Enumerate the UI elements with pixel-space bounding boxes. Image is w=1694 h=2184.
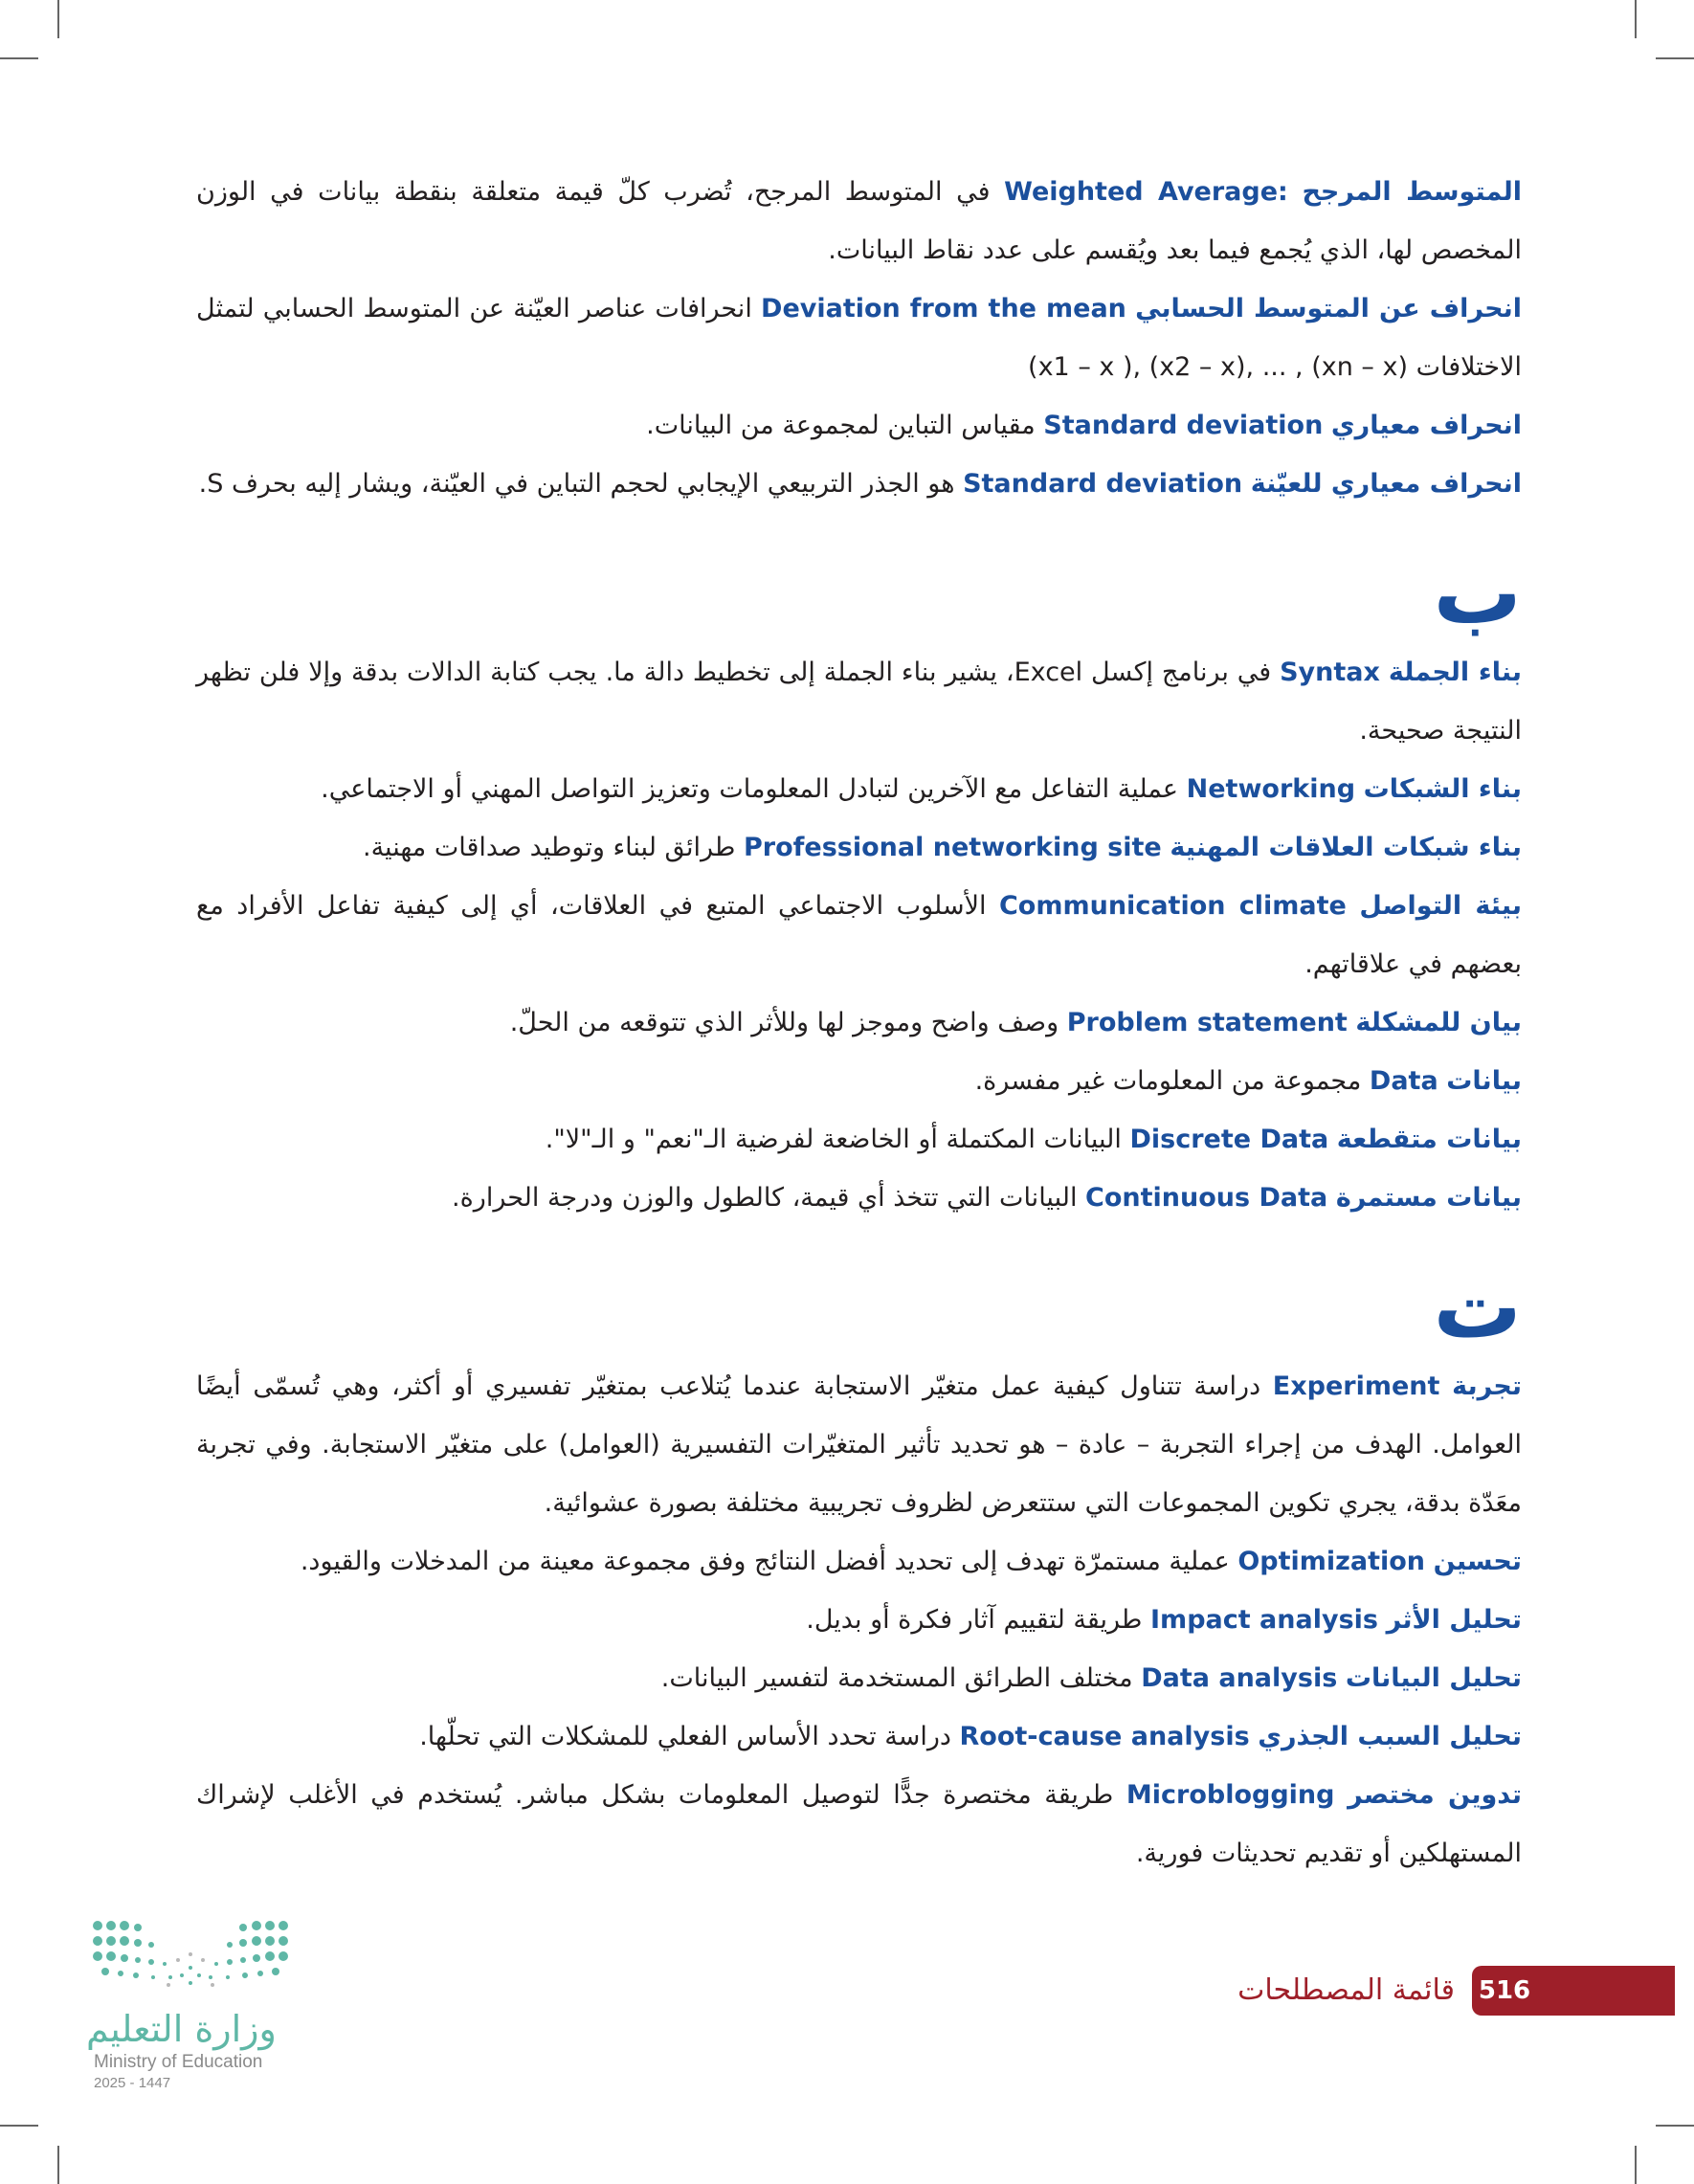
entry-term: انحراف معياري (1330, 411, 1522, 440)
entry-definition: انحرافات عناصر العيّنة عن المتوسط الحسابي لتمثل الاختلافات (196, 294, 1522, 382)
entry-definition: هو الجذر التربيعي الإيجابي لحجم التباين في العيّنة، ويشار إليه بحرف S. (198, 469, 955, 499)
glossary-entry (196, 1110, 1522, 1169)
entry-term: بيئة التواصل (1359, 891, 1522, 921)
entry-term: بناء شبكات العلاقات المهنية (1170, 833, 1522, 862)
entry-definition: وصف واضح وموجز لها وللأثر الذي تتوقعه من الحلّ. (509, 1008, 1059, 1037)
entry-definition: عملية التفاعل مع الآخرين لتبادل المعلومات وتعزيز التواصل المهني أو الاجتماعي. (321, 774, 1179, 804)
glossary-entry (196, 1707, 1522, 1766)
entry-term: تحليل السبب الجذري (1258, 1722, 1522, 1751)
entry-definition: البيانات المكتملة أو الخاضعة لفرضية الـ"نعم" و الـ"لا". (545, 1125, 1122, 1154)
crop-mark (57, 0, 59, 38)
entry-term: تحليل الأثر (1386, 1605, 1522, 1635)
crop-mark (1656, 2125, 1694, 2127)
entry-term: بناء الجملة (1388, 657, 1522, 687)
entry-english: Weighted Average: (1004, 177, 1288, 207)
entry-definition: دراسة تحدد الأساس الفعلي للمشكلات التي تحلّها. (419, 1722, 951, 1751)
glossary-entry (196, 1766, 1522, 1883)
entry-term: بيانات مستمرة (1335, 1183, 1522, 1213)
logo-year: 2025 - 1447 (94, 2075, 171, 2091)
crop-mark (1656, 57, 1694, 59)
entry-term: بيانات متقطعة (1336, 1125, 1522, 1154)
entry-definition: في برنامج إكسل Excel، يشير بناء الجملة إلى تخطيط دالة ما. يجب كتابة الدالات بدقة وإلا فلن تظهر النتيجة صحيحة. (196, 657, 1522, 746)
footer-title: قائمة المصطلحات (1237, 1973, 1455, 2007)
entry-english: Microblogging (1126, 1780, 1335, 1810)
entry-definition: مقياس التباين لمجموعة من البيانات. (646, 411, 1036, 440)
entry-definition: الأسلوب الاجتماعي المتبع في العلاقات، أي إلى كيفية تفاعل الأفراد مع بعضهم في علاقاتهم. (196, 891, 1522, 979)
glossary-entry (196, 1052, 1522, 1110)
logo-dots-icon (86, 1914, 306, 2010)
entry-english: Discrete Data (1129, 1125, 1329, 1154)
entry-english: Data analysis (1141, 1663, 1338, 1693)
glossary-entry (196, 1532, 1522, 1591)
glossary-entry (196, 279, 1522, 396)
section-letter-b: ب (1433, 542, 1522, 644)
crop-mark (1635, 2146, 1637, 2184)
entry-english: Communication climate (998, 891, 1347, 921)
entry-term: تحسين (1433, 1547, 1522, 1576)
glossary-entry (196, 1357, 1522, 1532)
entry-english: Data (1369, 1066, 1438, 1096)
footer-bar-end (1637, 1966, 1675, 2016)
entry-term: انحراف عن المتوسط الحسابي (1135, 294, 1522, 323)
entry-term: تجربة (1452, 1371, 1523, 1401)
entry-definition: طريقة لتقييم آثار فكرة أو بديل. (806, 1605, 1143, 1635)
entry-english: Problem statement (1066, 1008, 1348, 1037)
glossary-entry (196, 1649, 1522, 1707)
glossary-entry (196, 877, 1522, 993)
entry-english: Deviation from the mean (761, 294, 1126, 323)
entry-term: انحراف معياري للعيّنة (1250, 469, 1522, 499)
entry-definition: في المتوسط المرجح، تُضرب كلّ قيمة متعلقة بنقطة بيانات في الوزن المخصص لها، الذي يُجمع فيما بعد ويُقسم على عدد نقاط البيانات. (196, 177, 1522, 265)
crop-mark (0, 2125, 38, 2127)
entry-definition: البيانات التي تتخذ أي قيمة، كالطول والوزن ودرجة الحرارة. (452, 1183, 1078, 1213)
entry-english: Standard deviation (963, 469, 1243, 499)
entry-term: بناء الشبكات (1363, 774, 1522, 804)
entry-english: Continuous Data (1085, 1183, 1328, 1213)
logo-english-name: Ministry of Education (94, 2052, 263, 2072)
entry-english: Impact analysis (1150, 1605, 1378, 1635)
logo-arabic-name: وزارة التعليم (86, 2008, 277, 2050)
entry-english: Networking (1186, 774, 1356, 804)
entry-english: Syntax (1280, 657, 1380, 687)
glossary-entry (196, 818, 1522, 877)
glossary-entry (196, 1169, 1522, 1227)
entry-term: بيانات (1446, 1066, 1522, 1096)
glossary-entry (196, 396, 1522, 455)
entry-english: Experiment (1272, 1371, 1440, 1401)
entry-english: Optimization (1237, 1547, 1426, 1576)
glossary-entry (196, 163, 1522, 279)
entry-definition: طريقة مختصرة جدًّا لتوصيل المعلومات بشكل مباشر. يُستخدم في الأغلب لإشراك المستهلكين أو تقديم تحديثات فورية. (196, 1780, 1522, 1868)
glossary-entry (196, 1591, 1522, 1649)
glossary-entry (196, 455, 1522, 513)
ministry-logo (86, 1914, 316, 2106)
crop-mark (0, 57, 38, 59)
entry-english: Standard deviation (1043, 411, 1324, 440)
entry-english: Root-cause analysis (959, 1722, 1250, 1751)
glossary-entry (196, 993, 1522, 1052)
entry-definition: مختلف الطرائق المستخدمة لتفسير البيانات. (660, 1663, 1133, 1693)
entry-formula: (x1 – x ), (x2 – x), ... , (xn – x) (1028, 352, 1408, 382)
entry-english: Professional networking site (744, 833, 1162, 862)
entry-definition: مجموعة من المعلومات غير مفسرة. (974, 1066, 1362, 1096)
crop-mark (1635, 0, 1637, 38)
glossary-entry (196, 643, 1522, 760)
entry-definition: طرائق لبناء وتوطيد صداقات مهنية. (363, 833, 736, 862)
crop-mark (57, 2146, 59, 2184)
entry-term: بيان للمشكلة (1355, 1008, 1522, 1037)
glossary-entry (196, 760, 1522, 818)
section-letter-t: ت (1433, 1256, 1522, 1358)
entry-term: تدوين مختصر (1348, 1780, 1522, 1810)
entry-definition: دراسة تتناول كيفية عمل متغيّر الاستجابة عندما يُتلاعب بمتغيّر تفسيري أو أكثر، وهي تُسمّى أيضًا العوامل. الهدف من إجراء التجربة – عادة – هو تحديد تأثير المتغيّرات التفسيرية (العوامل) على متغيّر الاستجابة. وفي تجربة معَدّة بدقة، يجري تكوين المجموعات التي ستتعرض لظروف تجريبية مختلفة بصورة عشوائية. (196, 1371, 1522, 1518)
entry-term: المتوسط المرجح (1302, 177, 1522, 207)
page-number: 516 (1478, 1976, 1531, 2005)
entry-definition: عملية مستمرّة تهدف إلى تحديد أفضل النتائج وفق مجموعة معينة من المدخلات والقيود. (300, 1547, 1230, 1576)
glossary-content (196, 163, 1522, 1883)
entry-term: تحليل البيانات (1345, 1663, 1522, 1693)
